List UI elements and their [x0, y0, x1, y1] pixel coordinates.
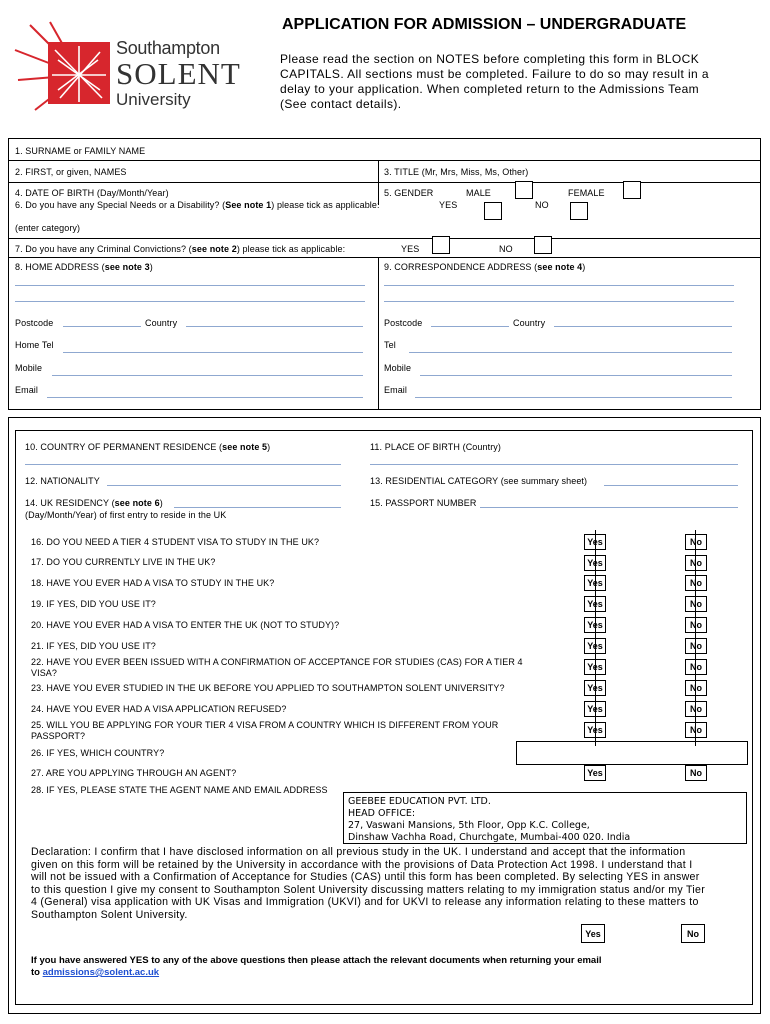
passport-number-label: 15. PASSPORT NUMBER [370, 498, 477, 508]
question-18-yes-button[interactable]: Yes [584, 575, 606, 591]
corr-postcode-label: Postcode [384, 318, 423, 328]
question-22-label: 22. HAVE YOU EVER BEEN ISSUED WITH A CONFIRMATION OF ACCEPTANCE FOR STUDIES (CAS) FOR A TIER 4 VISA? [31, 657, 523, 678]
question-27-no-button[interactable]: No [685, 765, 707, 781]
question-26-label: 26. IF YES, WHICH COUNTRY? [31, 748, 165, 758]
nationality-field[interactable] [107, 485, 341, 486]
logo-text-solent: SOLENT [116, 56, 241, 91]
special-needs-yes-checkbox[interactable] [484, 202, 502, 220]
footer-note: If you have answered YES to any of the above questions then please attach the relevant documents when returning your email to admissions@solent.ac.uk [31, 955, 602, 978]
admissions-email-link[interactable]: admissions@solent.ac.uk [42, 967, 160, 978]
question-19-yes-button[interactable]: Yes [584, 596, 606, 612]
question-24-yes-button[interactable]: Yes [584, 701, 606, 717]
uk-residency-label: 14. UK RESIDENCY (see note 6) [25, 498, 163, 508]
home-address-line-2[interactable] [15, 301, 365, 302]
question-17-label: 17. DO YOU CURRENTLY LIVE IN THE UK? [31, 557, 216, 567]
question-17-no-button[interactable]: No [685, 555, 707, 571]
question-16-yes-button[interactable]: Yes [584, 534, 606, 550]
special-needs-yes-label: YES [439, 200, 458, 210]
permanent-residence-label: 10. COUNTRY OF PERMANENT RESIDENCE (see note 5) [25, 442, 271, 452]
question-19-no-button[interactable]: No [685, 596, 707, 612]
convictions-no-checkbox[interactable] [534, 236, 552, 254]
question-22-yes-button[interactable]: Yes [584, 659, 606, 675]
corr-email-field[interactable] [415, 397, 732, 398]
agent-line-3: 27, Vaswani Mansions, 5th Floor, Opp K.C. College, [348, 820, 590, 831]
corr-country-label: Country [513, 318, 546, 328]
convictions-no-label: NO [499, 244, 513, 254]
question-24-no-button[interactable]: No [685, 701, 707, 717]
nationality-label: 12. NATIONALITY [25, 476, 100, 486]
question-27-yes-button[interactable]: Yes [584, 765, 606, 781]
question-21-yes-button[interactable]: Yes [584, 638, 606, 654]
home-country-label: Country [145, 318, 178, 328]
surname-label: 1. SURNAME or FAMILY NAME [15, 146, 146, 156]
page-title: APPLICATION FOR ADMISSION – UNDERGRADUATE [282, 16, 687, 33]
question-24-label: 24. HAVE YOU EVER HAD A VISA APPLICATION REFUSED? [31, 704, 287, 714]
gender-female-label: FEMALE [568, 188, 605, 198]
declaration-yes-button[interactable]: Yes [581, 924, 605, 943]
first-names-label: 2. FIRST, or given, NAMES [15, 167, 127, 177]
question-21-label: 21. IF YES, DID YOU USE IT? [31, 641, 156, 651]
question-18-label: 18. HAVE YOU EVER HAD A VISA TO STUDY IN THE UK? [31, 578, 275, 588]
uk-residency-field[interactable] [174, 507, 341, 508]
residential-category-field[interactable] [604, 485, 738, 486]
corr-tel-label: Tel [384, 340, 396, 350]
place-of-birth-field[interactable] [370, 464, 738, 465]
logo-text-university: University [116, 90, 191, 109]
question-17-yes-button[interactable]: Yes [584, 555, 606, 571]
question-25-no-button[interactable]: No [685, 722, 707, 738]
residential-category-label: 13. RESIDENTIAL CATEGORY (see summary sheet) [370, 476, 588, 486]
question-18-no-button[interactable]: No [685, 575, 707, 591]
question-23-label: 23. HAVE YOU EVER STUDIED IN THE UK BEFORE YOU APPLIED TO SOUTHAMPTON SOLENT UNIVERSITY? [31, 683, 505, 693]
home-tel-field[interactable] [63, 352, 363, 353]
question-23-yes-button[interactable]: Yes [584, 680, 606, 696]
dob-label: 4. DATE OF BIRTH (Day/Month/Year) [15, 188, 169, 198]
which-country-field[interactable] [516, 741, 748, 765]
home-country-field[interactable] [186, 326, 363, 327]
question-25-yes-button[interactable]: Yes [584, 722, 606, 738]
convictions-yes-checkbox[interactable] [432, 236, 450, 254]
home-postcode-field[interactable] [63, 326, 141, 327]
question-20-label: 20. HAVE YOU EVER HAD A VISA TO ENTER THE UK (NOT TO STUDY)? [31, 620, 340, 630]
instructions-text: Please read the section on NOTES before completing this form in BLOCK CAPITALS. All sections must be completed. Failure to do so may result in a delay to your application. When completed return to the Admissions Team (See contact details). [280, 52, 709, 111]
logo [10, 20, 260, 115]
logo-text-southampton: Southampton [116, 38, 220, 58]
corr-postcode-field[interactable] [431, 326, 509, 327]
question-25-label: 25. WILL YOU BE APPLYING FOR YOUR TIER 4 VISA FROM A COUNTRY WHICH IS DIFFERENT FROM YOUR PASSPORT? [31, 720, 499, 741]
place-of-birth-label: 11. PLACE OF BIRTH (Country) [370, 442, 502, 452]
special-needs-no-checkbox[interactable] [570, 202, 588, 220]
corr-email-label: Email [384, 385, 408, 395]
question-16-no-button[interactable]: No [685, 534, 707, 550]
declaration-no-button[interactable]: No [681, 924, 705, 943]
question-21-no-button[interactable]: No [685, 638, 707, 654]
declaration-text: Declaration: I confirm that I have disclosed information on all previous study in the UK. I understand and accept that the information given on this form will be retained by the University in accordance with the provisions of Data Protection Act 1998. I understand that I will not be issued with a Confirmation of Acceptance for Studies (CAS) until this form has been completed. By selecting YES in answer to this question I give my consent to Southampton Solent University discussing matters relating to my immigration status and/or my Tier 4 (General) visa application with UK Visas and Immigration (UKVI) and for UKVI to release any information relating to these matters to Southampton Solent University. [31, 846, 706, 921]
special-needs-no-label: NO [535, 200, 549, 210]
corr-address-line-1[interactable] [384, 285, 734, 286]
criminal-convictions-label: 7. Do you have any Criminal Convictions? (see note 2) please tick as applicable: [15, 244, 346, 254]
corr-country-field[interactable] [554, 326, 732, 327]
question-20-no-button[interactable]: No [685, 617, 707, 633]
agent-details-box[interactable] [343, 792, 747, 844]
correspondence-address-label: 9. CORRESPONDENCE ADDRESS (see note 4) [384, 262, 586, 272]
home-email-field[interactable] [47, 397, 363, 398]
question-23-no-button[interactable]: No [685, 680, 707, 696]
permanent-residence-field[interactable] [25, 464, 341, 465]
corr-mobile-field[interactable] [420, 375, 732, 376]
convictions-yes-label: YES [401, 244, 420, 254]
home-mobile-field[interactable] [52, 375, 363, 376]
question-16-label: 16. DO YOU NEED A TIER 4 STUDENT VISA TO STUDY IN THE UK? [31, 537, 320, 547]
enter-category-label: (enter category) [15, 223, 81, 233]
question-28-label: 28. IF YES, PLEASE STATE THE AGENT NAME AND EMAIL ADDRESS [31, 785, 328, 795]
agent-line-4: Dinshaw Vachha Road, Churchgate, Mumbai-400 020. India [348, 832, 631, 843]
title-label: 3. TITLE (Mr, Mrs, Miss, Ms, Other) [384, 167, 529, 177]
corr-tel-field[interactable] [409, 352, 732, 353]
question-20-yes-button[interactable]: Yes [584, 617, 606, 633]
logo-mark-icon [10, 20, 120, 120]
corr-mobile-label: Mobile [384, 363, 412, 373]
home-tel-label: Home Tel [15, 340, 54, 350]
gender-male-checkbox[interactable] [515, 181, 533, 199]
agent-line-2: HEAD OFFICE: [348, 808, 416, 819]
home-mobile-label: Mobile [15, 363, 43, 373]
question-19-label: 19. IF YES, DID YOU USE IT? [31, 599, 156, 609]
question-22-no-button[interactable]: No [685, 659, 707, 675]
special-needs-label: 6. Do you have any Special Needs or a Disability? (See note 1) please tick as applicable: [15, 200, 380, 210]
uk-residency-sub-label: (Day/Month/Year) of first entry to reside in the UK [25, 510, 227, 520]
corr-address-line-2[interactable] [384, 301, 734, 302]
home-email-label: Email [15, 385, 39, 395]
question-27-label: 27. ARE YOU APPLYING THROUGH AN AGENT? [31, 768, 237, 778]
gender-label: 5. GENDER [384, 188, 434, 198]
home-address-line-1[interactable] [15, 285, 365, 286]
home-address-label: 8. HOME ADDRESS (see note 3) [15, 262, 153, 272]
passport-number-field[interactable] [480, 507, 738, 508]
gender-male-label: MALE [466, 188, 491, 198]
home-postcode-label: Postcode [15, 318, 54, 328]
gender-female-checkbox[interactable] [623, 181, 641, 199]
agent-line-1: GEEBEE EDUCATION PVT. LTD. [348, 796, 491, 807]
